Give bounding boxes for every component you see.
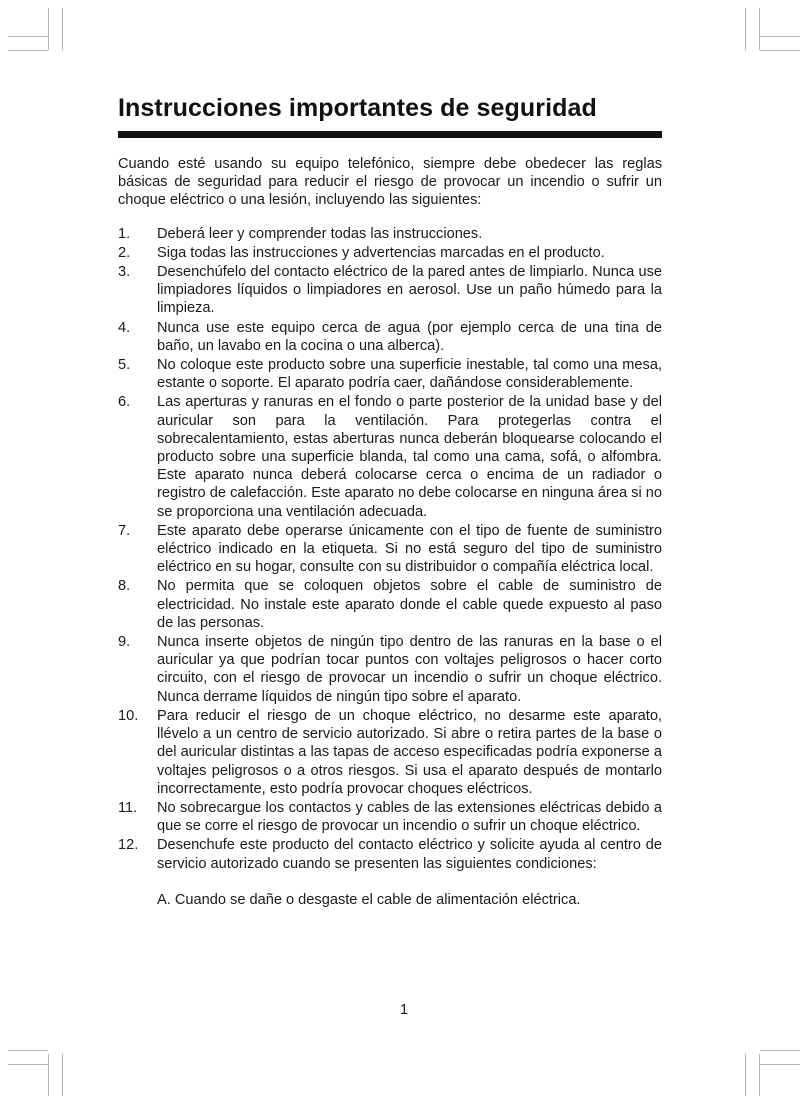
list-item-number: 8. xyxy=(118,578,131,595)
title-rule xyxy=(118,131,662,138)
page-title: Instrucciones importantes de seguridad xyxy=(118,94,597,122)
document-body xyxy=(118,155,662,909)
list-item-number: 6. xyxy=(118,394,131,411)
list-item xyxy=(118,356,662,392)
list-item xyxy=(118,522,662,577)
list-item-number: 2. xyxy=(118,244,131,261)
crop-mark xyxy=(760,50,800,51)
list-item-text: Las aperturas y ranuras en el fondo o parte posterior de la unidad base y del auricular son para la ventilación. Para protegerlas contra el sobrecalentamiento, estas aberturas nunca deberán bloquearse colocando el producto sobre una superficie blanda, tal como una cama, sofá, o alfombra. Este aparato nunca deberá colocarse cerca o encima de un radiador o registro de calefacción. Este aparato no debe colocarse en ninguna área si no se proporciona una ventilación adecuada. xyxy=(157,394,662,520)
safety-instructions-list xyxy=(118,225,662,873)
crop-mark xyxy=(759,8,760,50)
list-item xyxy=(118,577,662,632)
list-item-text: No coloque este producto sobre una superficie inestable, tal como una mesa, estante o soporte. El aparato podría caer, dañándose considerablemente. xyxy=(157,357,662,392)
crop-mark xyxy=(745,1054,746,1096)
crop-mark xyxy=(760,1050,800,1051)
list-item-text: No permita que se coloquen objetos sobre el cable de suministro de electricidad. No instale este aparato donde el cable quede expuesto al paso de las personas. xyxy=(157,578,662,631)
list-item-text: Este aparato debe operarse únicamente con el tipo de fuente de suministro eléctrico indicado en la etiqueta. Si no está seguro del tipo de suministro eléctrico en su hogar, consulte con su distribuidor o compañía eléctrica local. xyxy=(157,522,662,576)
list-item-number: 1. xyxy=(118,225,131,242)
crop-mark xyxy=(48,8,49,50)
intro-paragraph: Cuando esté usando su equipo telefónico, siempre debe obedecer las reglas básicas de seguridad para reducir el riesgo de provocar un incendio o sufrir un choque eléctrico o una lesión, incluyendo las siguientes: xyxy=(118,156,662,209)
crop-mark xyxy=(62,1054,63,1096)
crop-mark xyxy=(759,1054,760,1096)
crop-mark xyxy=(62,8,63,50)
crop-mark xyxy=(8,36,48,37)
list-item-number: 10. xyxy=(118,707,139,724)
list-item-text: Nunca use este equipo cerca de agua (por ejemplo cerca de una tina de baño, un lavabo en la cocina o una alberca). xyxy=(157,319,662,354)
list-item xyxy=(118,393,662,520)
list-item-text: Para reducir el riesgo de un choque eléctrico, no desarme este aparato, llévelo a un centro de servicio autorizado. Si abre o retira partes de la base o del auricular distintas a las tapas de acceso especificadas podría exponerse a voltajes peligrosos o a otros riesgos. Si usa el aparato después de montarlo incorrectamente, esto podría provocar choques eléctricos. xyxy=(157,707,662,797)
list-item xyxy=(118,707,662,798)
crop-mark xyxy=(8,50,48,51)
crop-mark xyxy=(760,36,800,37)
page-number: 1 xyxy=(399,1002,409,1018)
crop-mark xyxy=(8,1064,48,1065)
list-item-number: 5. xyxy=(118,357,131,374)
list-item xyxy=(118,633,662,706)
crop-mark xyxy=(8,1050,48,1051)
list-item xyxy=(118,319,662,355)
list-item xyxy=(118,836,662,872)
list-item-text: Desenchúfelo del contacto eléctrico de la pared antes de limpiarlo. Nunca use limpiadores líquidos o limpiadores en aerosol. Use un paño húmedo para la limpieza. xyxy=(157,264,662,317)
list-item-number: 7. xyxy=(118,522,131,539)
list-item xyxy=(118,225,662,243)
list-item-number: 11. xyxy=(118,799,138,816)
sub-condition-a: A. Cuando se dañe o desgaste el cable de alimentación eléctrica. xyxy=(157,891,581,908)
list-item-number: 12. xyxy=(118,837,139,854)
list-item-text: Deberá leer y comprender todas las instrucciones. xyxy=(157,225,483,242)
list-item-number: 3. xyxy=(118,264,131,281)
list-item-text: No sobrecargue los contactos y cables de las extensiones eléctricas debido a que se corre el riesgo de provocar un incendio o sufrir un choque eléctrico. xyxy=(157,799,662,835)
list-item-number: 9. xyxy=(118,634,131,651)
list-item-text: Desenchufe este producto del contacto eléctrico y solicite ayuda al centro de servicio autorizado cuando se presenten las siguientes condiciones: xyxy=(157,837,662,872)
crop-mark xyxy=(760,1064,800,1065)
list-item xyxy=(118,244,662,262)
list-item-number: 4. xyxy=(118,319,131,336)
list-item-text: Nunca inserte objetos de ningún tipo dentro de las ranuras en la base o el auricular ya que podrían tocar puntos con voltajes peligrosos o hacer corto circuito, con el riesgo de provocar un incendio o sufrir un choque eléctrico. Nunca derrame líquidos de ningún tipo sobre el aparato. xyxy=(157,634,662,705)
crop-mark xyxy=(48,1054,49,1096)
list-item-text: Siga todas las instrucciones y advertencias marcadas en el producto. xyxy=(157,244,605,261)
crop-mark xyxy=(745,8,746,50)
list-item xyxy=(118,263,662,318)
list-item xyxy=(118,799,662,835)
